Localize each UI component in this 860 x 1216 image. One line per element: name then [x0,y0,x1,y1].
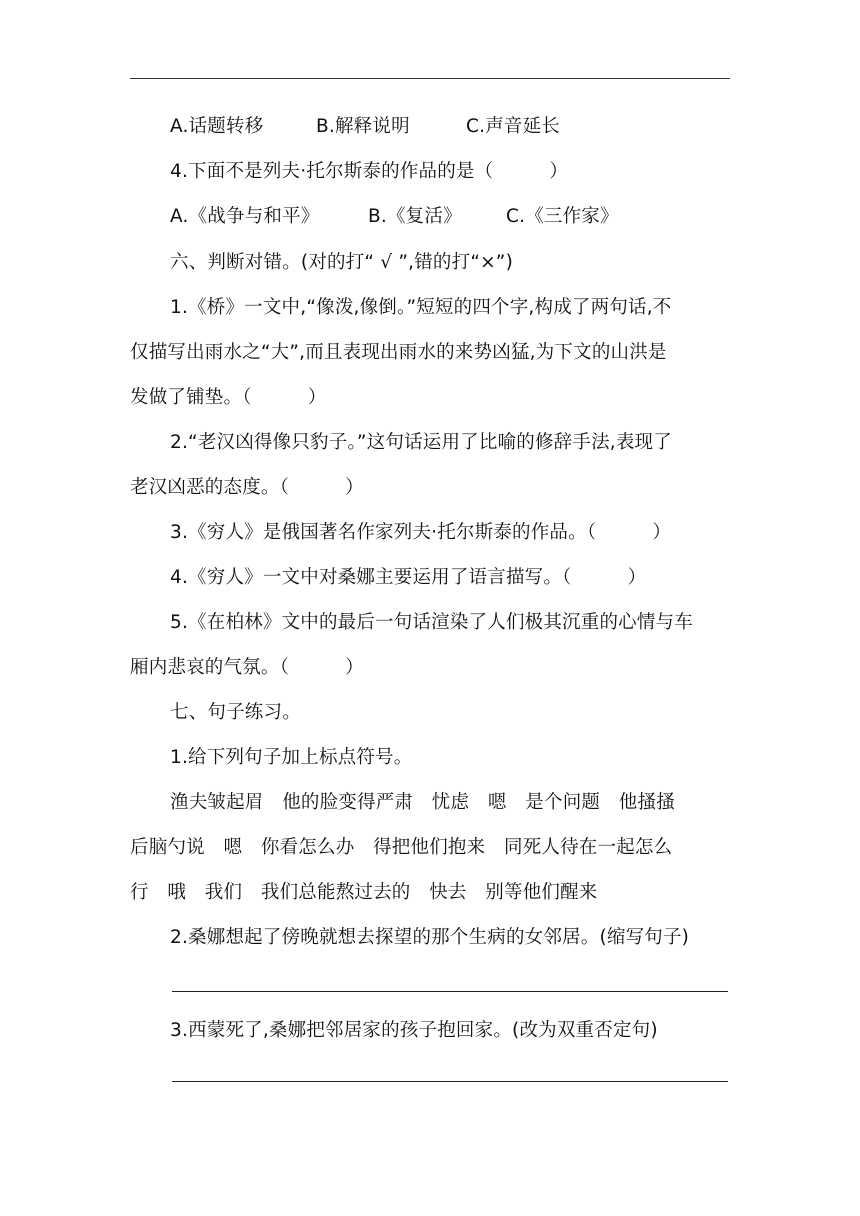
punctuation-passage-line-1: 渔夫皱起眉 他的脸变得严肃 忧虑 嗯 是个问题 他搔搔 [170,792,675,813]
judge-item-5-line-2: 厢内悲哀的气氛。（ ） [130,657,364,678]
top-rule [130,78,730,79]
judge-item-2-line-1: 2.“老汉凶得像只豹子。”这句话运用了比喻的修辞手法,表现了 [170,432,672,453]
section6-heading: 六、判断对错。(对的打“ √ ”,错的打“×”) [170,252,514,273]
punctuation-passage-line-3: 行 哦 我们 我们总能熬过去的 快去 别等他们醒来 [130,882,598,903]
q3-option-b: B.解释说明 [316,116,410,137]
double-negative-prompt: 3.西蒙死了,桑娜把邻居家的孩子抱回家。(改为双重否定句) [170,1020,658,1041]
judge-item-3: 3.《穷人》是俄国著名作家列夫·托尔斯泰的作品。（ ） [170,522,672,543]
judge-item-2-line-2: 老汉凶恶的态度。（ ） [130,477,364,498]
condense-sentence-prompt: 2.桑娜想起了傍晚就想去探望的那个生病的女邻居。(缩写句子) [170,927,690,948]
judge-item-1-line-1: 1.《桥》一文中,“像泼,像倒。”短短的四个字,构成了两句话,不 [170,297,672,318]
judge-item-1-line-2: 仅描写出雨水之“大”,而且表现出雨水的来势凶猛,为下文的山洪是 [130,342,667,363]
q3-option-a: A.话题转移 [170,116,264,137]
q4-option-b: B.《复活》 [368,206,462,227]
q3-option-c: C.声音延长 [466,116,560,137]
q3-options-row [170,115,560,139]
q4-options-row [170,205,619,229]
q4-option-c: C.《三作家》 [506,206,619,227]
section7-heading: 七、句子练习。 [170,702,301,723]
punctuation-passage-line-2: 后脑勺说 嗯 你看怎么办 得把他们抱来 同死人待在一起怎么 [130,837,673,858]
q4-option-a: A.《战争与和平》 [170,206,320,227]
judge-item-1-line-3: 发做了铺垫。（ ） [130,387,327,408]
answer-line-condense[interactable] [172,991,728,992]
judge-item-4: 4.《穷人》一文中对桑娜主要运用了语言描写。（ ） [170,567,647,588]
q4-stem: 4.下面不是列夫·托尔斯泰的作品的是（ ） [170,161,569,182]
answer-line-double-negative[interactable] [172,1081,728,1082]
judge-item-5-line-1: 5.《在柏林》文中的最后一句话渲染了人们极其沉重的心情与车 [170,612,693,633]
punctuation-prompt: 1.给下列句子加上标点符号。 [170,747,413,768]
